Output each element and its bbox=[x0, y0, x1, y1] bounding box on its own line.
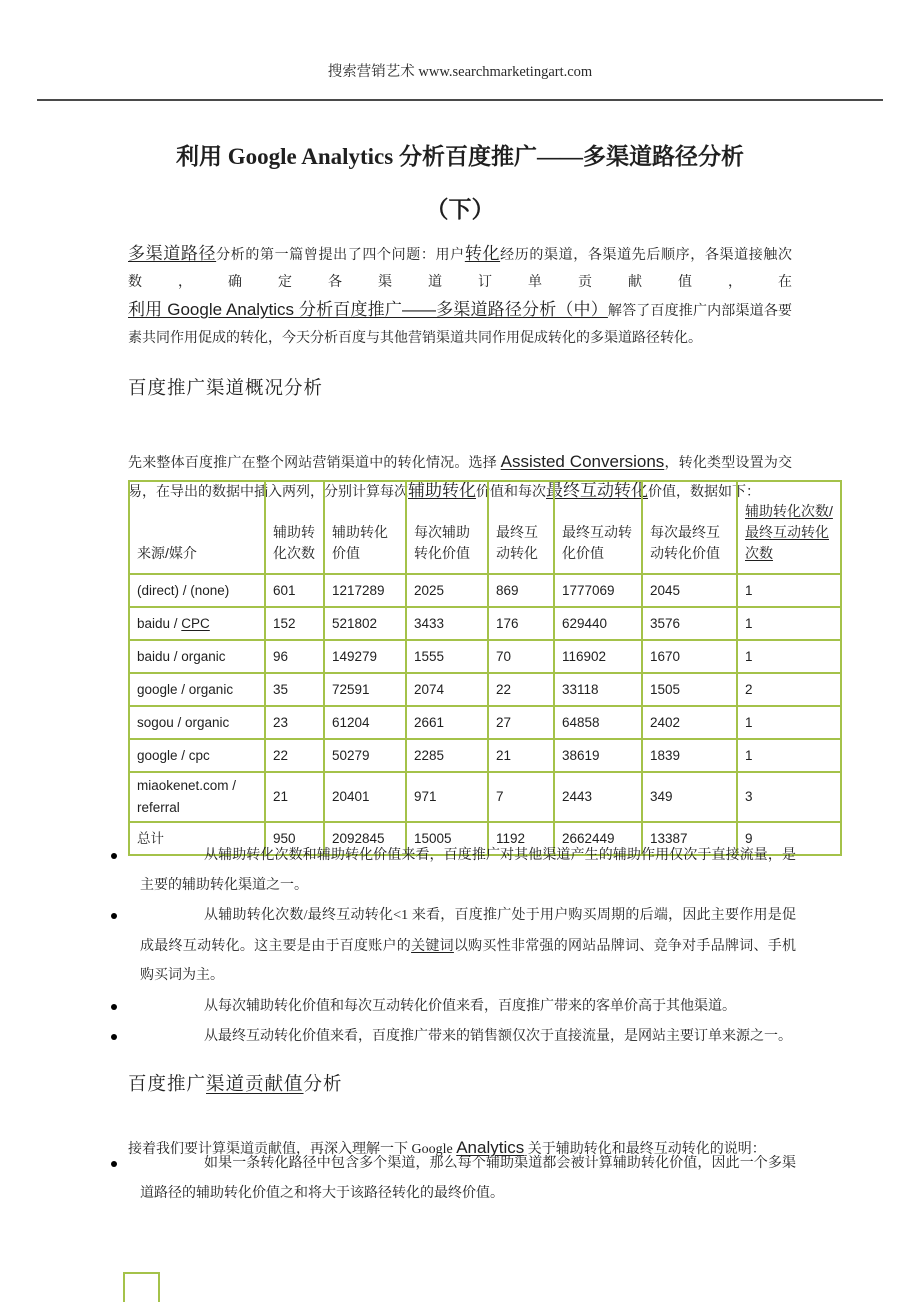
text-segment: 接着我们要计算渠道贡献值，再深入理解一下 Google bbox=[128, 1142, 457, 1157]
table-header-cell: 来源/媒介 bbox=[129, 481, 265, 574]
text-segment: 分析 bbox=[303, 1075, 343, 1095]
bullet-item bbox=[128, 1149, 796, 1208]
table-cell: 2 bbox=[737, 673, 841, 706]
table-cell: 349 bbox=[642, 772, 737, 822]
text-segment: 经历的渠道，各渠道先后顺序，各渠道接触次数，确定各渠道订单贡献值，在 bbox=[128, 248, 793, 290]
link-text[interactable]: 辅助转化次数/最终互动转化次数 bbox=[745, 503, 833, 561]
table-cell: 2045 bbox=[642, 574, 737, 607]
table-cell: 22 bbox=[265, 739, 324, 772]
table-cell: 50279 bbox=[324, 739, 406, 772]
link-text[interactable]: 转化 bbox=[464, 244, 501, 263]
table-cell: 61204 bbox=[324, 706, 406, 739]
conversions-table bbox=[128, 480, 842, 856]
bullet-icon bbox=[111, 1034, 117, 1040]
table-cell: 1777069 bbox=[554, 574, 642, 607]
table-cell: 1839 bbox=[642, 739, 737, 772]
document-title bbox=[90, 130, 830, 236]
table-cell: 869 bbox=[488, 574, 554, 607]
bullet-item bbox=[128, 901, 796, 991]
table-header-cell: 辅助转化次数 bbox=[265, 481, 324, 574]
text-segment: 解答了百度推广内部渠道各要素共同作用促成的转化，今天分析百度与其他营销渠道共同作用促成转化的多渠道路径转化。 bbox=[128, 304, 792, 346]
table-cell: 33118 bbox=[554, 673, 642, 706]
table-cell: 20401 bbox=[324, 772, 406, 822]
text-segment: 关于辅助转化和最终互动转化的说明： bbox=[524, 1142, 766, 1157]
table-cell: 971 bbox=[406, 772, 488, 822]
table-cell: 1 bbox=[737, 739, 841, 772]
table-header-cell: 每次辅助转化价值 bbox=[406, 481, 488, 574]
table-cell: 1670 bbox=[642, 640, 737, 673]
link-text[interactable]: 关键词 bbox=[411, 936, 454, 953]
table-cell: 15005 bbox=[406, 822, 488, 855]
table-cell: 2661 bbox=[406, 706, 488, 739]
bullet-icon bbox=[111, 913, 117, 919]
link-text[interactable]: 利用 Google Analytics 分析百度推广——多渠道路径分析（中） bbox=[128, 300, 608, 319]
table-cell: 38619 bbox=[554, 739, 642, 772]
link-text[interactable]: 渠道贡献值 bbox=[206, 1075, 304, 1095]
contribution-bullet-list bbox=[128, 1149, 796, 1209]
bullet-icon bbox=[111, 1161, 117, 1167]
text-segment: 从每次辅助转化价值和每次互动转化价值来看，百度推广带来的客单价高于其他渠道。 bbox=[204, 998, 736, 1014]
table-header-cell: 辅助转化价值 bbox=[324, 481, 406, 574]
table-cell: google / cpc bbox=[129, 739, 265, 772]
text-segment: 价值，数据如下： bbox=[648, 485, 760, 500]
table-cell: 72591 bbox=[324, 673, 406, 706]
table-body bbox=[129, 574, 841, 855]
table-cell: 3576 bbox=[642, 607, 737, 640]
text-segment: 从最终互动转化价值来看，百度推广带来的销售额仅次于直接流量，是网站主要订单来源之一。 bbox=[204, 1029, 792, 1044]
table-cell: 521802 bbox=[324, 607, 406, 640]
table-cell: (direct) / (none) bbox=[129, 574, 265, 607]
table-cell: 23 bbox=[265, 706, 324, 739]
link-text[interactable]: 辅助转化 bbox=[408, 481, 476, 500]
link-text[interactable]: 多渠道路径 bbox=[128, 244, 217, 263]
bullet-item bbox=[128, 1022, 796, 1052]
table-cell: miaokenet.com / referral bbox=[129, 772, 265, 822]
text-segment: 如果一条转化路径中包含多个渠道，那么每个辅助渠道都会被计算辅助转化价值，因此一个多渠道路径的辅助转化价值之和将大于该路径转化的最终价值。 bbox=[140, 1156, 796, 1201]
table-cell: 1 bbox=[737, 574, 841, 607]
title-line-1: 利用 Google Analytics 分析百度推广——多渠道路径分析 bbox=[176, 144, 744, 169]
table-cell: 1217289 bbox=[324, 574, 406, 607]
table-header-cell: 每次最终互动转化价值 bbox=[642, 481, 737, 574]
link-text[interactable]: Analytics bbox=[456, 1138, 525, 1157]
table-cell: 22 bbox=[488, 673, 554, 706]
table-row bbox=[129, 574, 841, 607]
table-cell: 总计 bbox=[129, 822, 265, 855]
table-cell: 13387 bbox=[642, 822, 737, 855]
table-cell: 70 bbox=[488, 640, 554, 673]
section-heading-overview: 百度推广渠道概况分析 bbox=[128, 379, 324, 399]
table-row bbox=[129, 640, 841, 673]
table-cell: 3 bbox=[737, 772, 841, 822]
table-cell: 1 bbox=[737, 607, 841, 640]
next-page-table-fragment bbox=[123, 1272, 160, 1302]
table-cell bbox=[129, 607, 265, 640]
table-cell: baidu / organic bbox=[129, 640, 265, 673]
table-cell: 21 bbox=[265, 772, 324, 822]
table-header-cell: 最终互动转化 bbox=[488, 481, 554, 574]
table-cell: 1505 bbox=[642, 673, 737, 706]
text-segment: 先来整体百度推广在整个网站营销渠道中的转化情况。选择 bbox=[128, 456, 501, 471]
table-cell: 7 bbox=[488, 772, 554, 822]
title-line-2: （下） bbox=[425, 197, 495, 222]
bullet-item bbox=[128, 841, 796, 900]
table-cell: 2025 bbox=[406, 574, 488, 607]
table-cell: 2443 bbox=[554, 772, 642, 822]
text-segment: 价值和每次 bbox=[476, 485, 546, 500]
table-cell: 96 bbox=[265, 640, 324, 673]
table-cell: 152 bbox=[265, 607, 324, 640]
text-segment: 分析的第一篇曾提出了四个问题：用户 bbox=[216, 248, 465, 263]
table-cell: 3433 bbox=[406, 607, 488, 640]
table-cell: sogou / organic bbox=[129, 706, 265, 739]
table-row bbox=[129, 607, 841, 640]
table-cell: google / organic bbox=[129, 673, 265, 706]
table-row bbox=[129, 772, 841, 822]
table-cell: 2092845 bbox=[324, 822, 406, 855]
site-label: 搜索营销艺术 www.searchmarketingart.com bbox=[327, 64, 593, 80]
table-cell: 27 bbox=[488, 706, 554, 739]
bullet-icon bbox=[111, 1004, 117, 1010]
link-text[interactable]: 最终互动转化 bbox=[546, 481, 648, 500]
table-cell: 116902 bbox=[554, 640, 642, 673]
text-segment: 百度推广 bbox=[128, 1075, 207, 1095]
table-cell: 2662449 bbox=[554, 822, 642, 855]
table-row bbox=[129, 706, 841, 739]
table-cell: 2285 bbox=[406, 739, 488, 772]
table-cell: 1555 bbox=[406, 640, 488, 673]
table-cell: 21 bbox=[488, 739, 554, 772]
link-text[interactable]: CPC bbox=[181, 615, 210, 631]
table-row bbox=[129, 673, 841, 706]
bullet-item bbox=[128, 992, 796, 1022]
link-text[interactable]: Assisted Conversions bbox=[500, 452, 665, 471]
header-rule bbox=[37, 99, 883, 101]
intro-paragraph bbox=[128, 240, 792, 352]
table-header-row bbox=[129, 481, 841, 574]
table-header-cell bbox=[737, 481, 841, 574]
table-cell: 1192 bbox=[488, 822, 554, 855]
table-cell: 9 bbox=[737, 822, 841, 855]
text-segment: 从辅助转化次数/最终互动转化<1 来看，百度推广处于用户购买周期的后端，因此主要作用是促成最终互动转化。这主要是由于百度账户的 bbox=[140, 908, 796, 954]
table-row bbox=[129, 739, 841, 772]
table-cell: 176 bbox=[488, 607, 554, 640]
overview-bullet-list bbox=[128, 841, 796, 1053]
table-cell: 35 bbox=[265, 673, 324, 706]
table-header-cell: 最终互动转化价值 bbox=[554, 481, 642, 574]
table-cell: 629440 bbox=[554, 607, 642, 640]
table-cell: 149279 bbox=[324, 640, 406, 673]
table-cell: 2074 bbox=[406, 673, 488, 706]
bullet-icon bbox=[111, 853, 117, 859]
text-segment: 从辅助转化次数和辅助转化价值来看，百度推广对其他渠道产生的辅助作用仅次于直接流量，是主要的辅助转化渠道之一。 bbox=[140, 848, 796, 893]
text-segment: baidu / bbox=[137, 615, 182, 631]
text-segment: ，转化类型设置为交易，在导出的数据中插入两列，分别计算每次 bbox=[128, 456, 793, 500]
table-cell: 64858 bbox=[554, 706, 642, 739]
table-head bbox=[129, 481, 841, 574]
table-cell: 950 bbox=[265, 822, 324, 855]
section-heading-contribution bbox=[128, 1070, 792, 1096]
table-cell: 601 bbox=[265, 574, 324, 607]
table-cell: 2402 bbox=[642, 706, 737, 739]
table-cell: 1 bbox=[737, 640, 841, 673]
text-segment: 以购买性非常强的网站品牌词、竞争对手品牌词、手机购买词为主。 bbox=[140, 938, 797, 983]
page-header bbox=[0, 60, 920, 81]
table-cell: 1 bbox=[737, 706, 841, 739]
